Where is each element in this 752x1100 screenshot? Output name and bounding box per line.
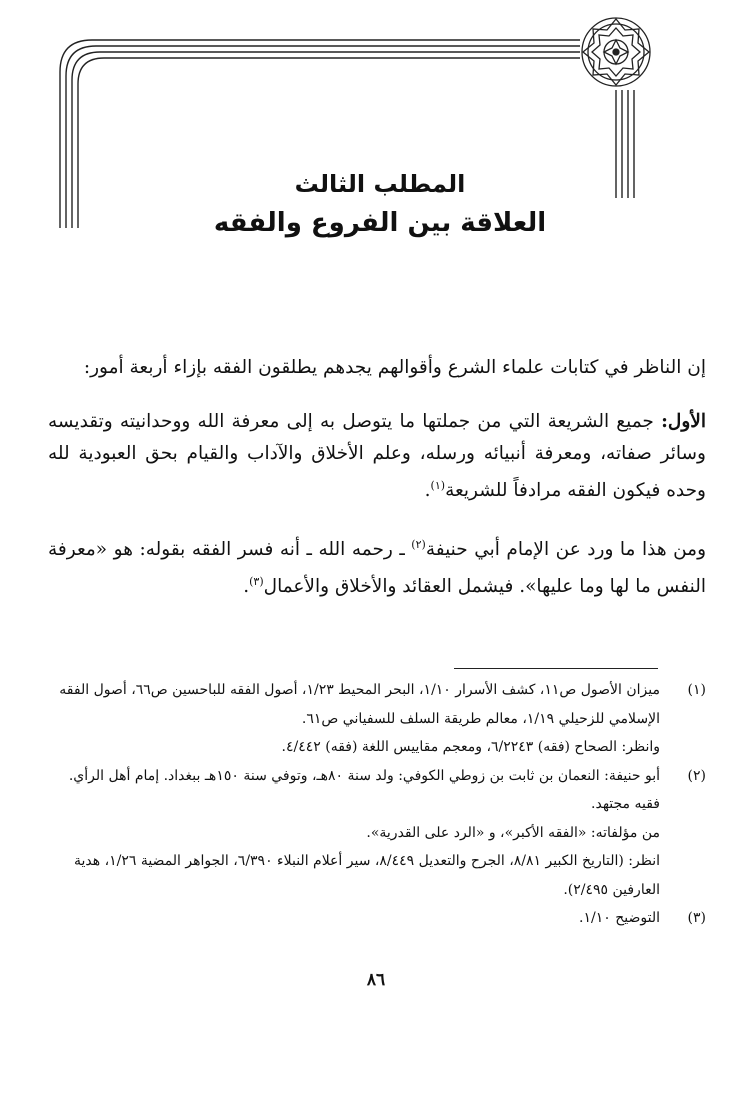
first-point-label: الأول:	[661, 411, 706, 432]
intro-paragraph: إن الناظر في كتابات علماء الشرع وأقوالهم يجدهم يطلقون الفقه بإزاء أربعة أمور:	[83, 357, 706, 378]
footnote-line: ميزان الأصول ص١١، كشف الأسرار ١/١٠، البحر المحيط ١/٢٣، أصول الفقه للباحسين ص٦٦، أصول الفقه الإسلامي للزحيلي ١/١٩، معالم طريقة السلف للسفياني ص٦١.	[59, 682, 660, 727]
octagonal-star-ornament-icon	[582, 18, 650, 86]
main-text	[48, 352, 706, 625]
section-subtitle: العلاقة بين الفروع والفقه	[213, 208, 547, 238]
first-point-paragraph	[48, 406, 706, 507]
abu-hanifa-text-a: ومن هذا ما ورد عن الإمام أبي حنيفة	[425, 539, 707, 561]
abu-hanifa-text-b: ـ رحمه الله ـ أنه فسر الفقه بقوله: هو «معرفة النفس ما لها وما عليها». فيشمل العقائد والأخلاق والأعمال	[48, 539, 706, 598]
footnote-divider	[454, 668, 658, 669]
footnote-number: (١)	[687, 682, 706, 698]
footnote-line: أبو حنيفة: النعمان بن ثابت بن زوطي الكوفي: ولد سنة ٨٠هـ، وتوفي سنة ١٥٠هـ ببغداد. إمام أهل الرأي. فقيه مجتهد.	[68, 767, 660, 812]
footnote-ref-2[interactable]: (٢)	[411, 538, 426, 552]
page-number: ٨٦	[366, 970, 386, 990]
footnotes	[48, 676, 706, 933]
footnote-3	[48, 904, 706, 933]
footnote-number: (٣)	[687, 910, 706, 926]
decorative-frame	[0, 0, 752, 240]
footnote-line: وانظر: الصحاح (فقه) ٦/٢٢٤٣، ومعجم مقاييس اللغة (فقه) ٤/٤٤٢.	[281, 739, 660, 755]
footnote-line: انظر: (التاريخ الكبير ٨/٨١، الجرح والتعديل ٨/٤٤٩، سير أعلام النبلاء ٦/٣٩٠، الجواهر المضية ١/٢٦، هدية العارفين ٢/٤٩٥).	[73, 853, 660, 898]
abu-hanifa-paragraph	[48, 529, 706, 603]
footnote-number: (٢)	[687, 767, 706, 784]
footnote-1	[48, 676, 706, 762]
footnote-line: من مؤلفاته: «الفقه الأكبر»، و «الرد على القدرية».	[366, 824, 660, 841]
footnote-2	[48, 762, 706, 905]
first-point-text: جميع الشريعة التي من جملتها ما يتوصل به إلى معرفة الله ووحدانيته وتقديسه وسائر صفاته، ومعرفة أنبيائه ورسله، وعلم الأخلاق والآداب والقيام بحق العبودية لله وحده فيكون الفقه مرادفاً للشريعة	[48, 411, 706, 502]
footnote-ref-3[interactable]: (٣)	[249, 575, 264, 589]
section-title: المطلب الثالث	[294, 170, 466, 198]
first-point-end: .	[424, 480, 431, 502]
footnote-ref-1[interactable]: (١)	[430, 479, 446, 492]
footnote-line: التوضيح ١/١٠.	[579, 910, 660, 926]
abu-hanifa-end: .	[243, 576, 250, 598]
